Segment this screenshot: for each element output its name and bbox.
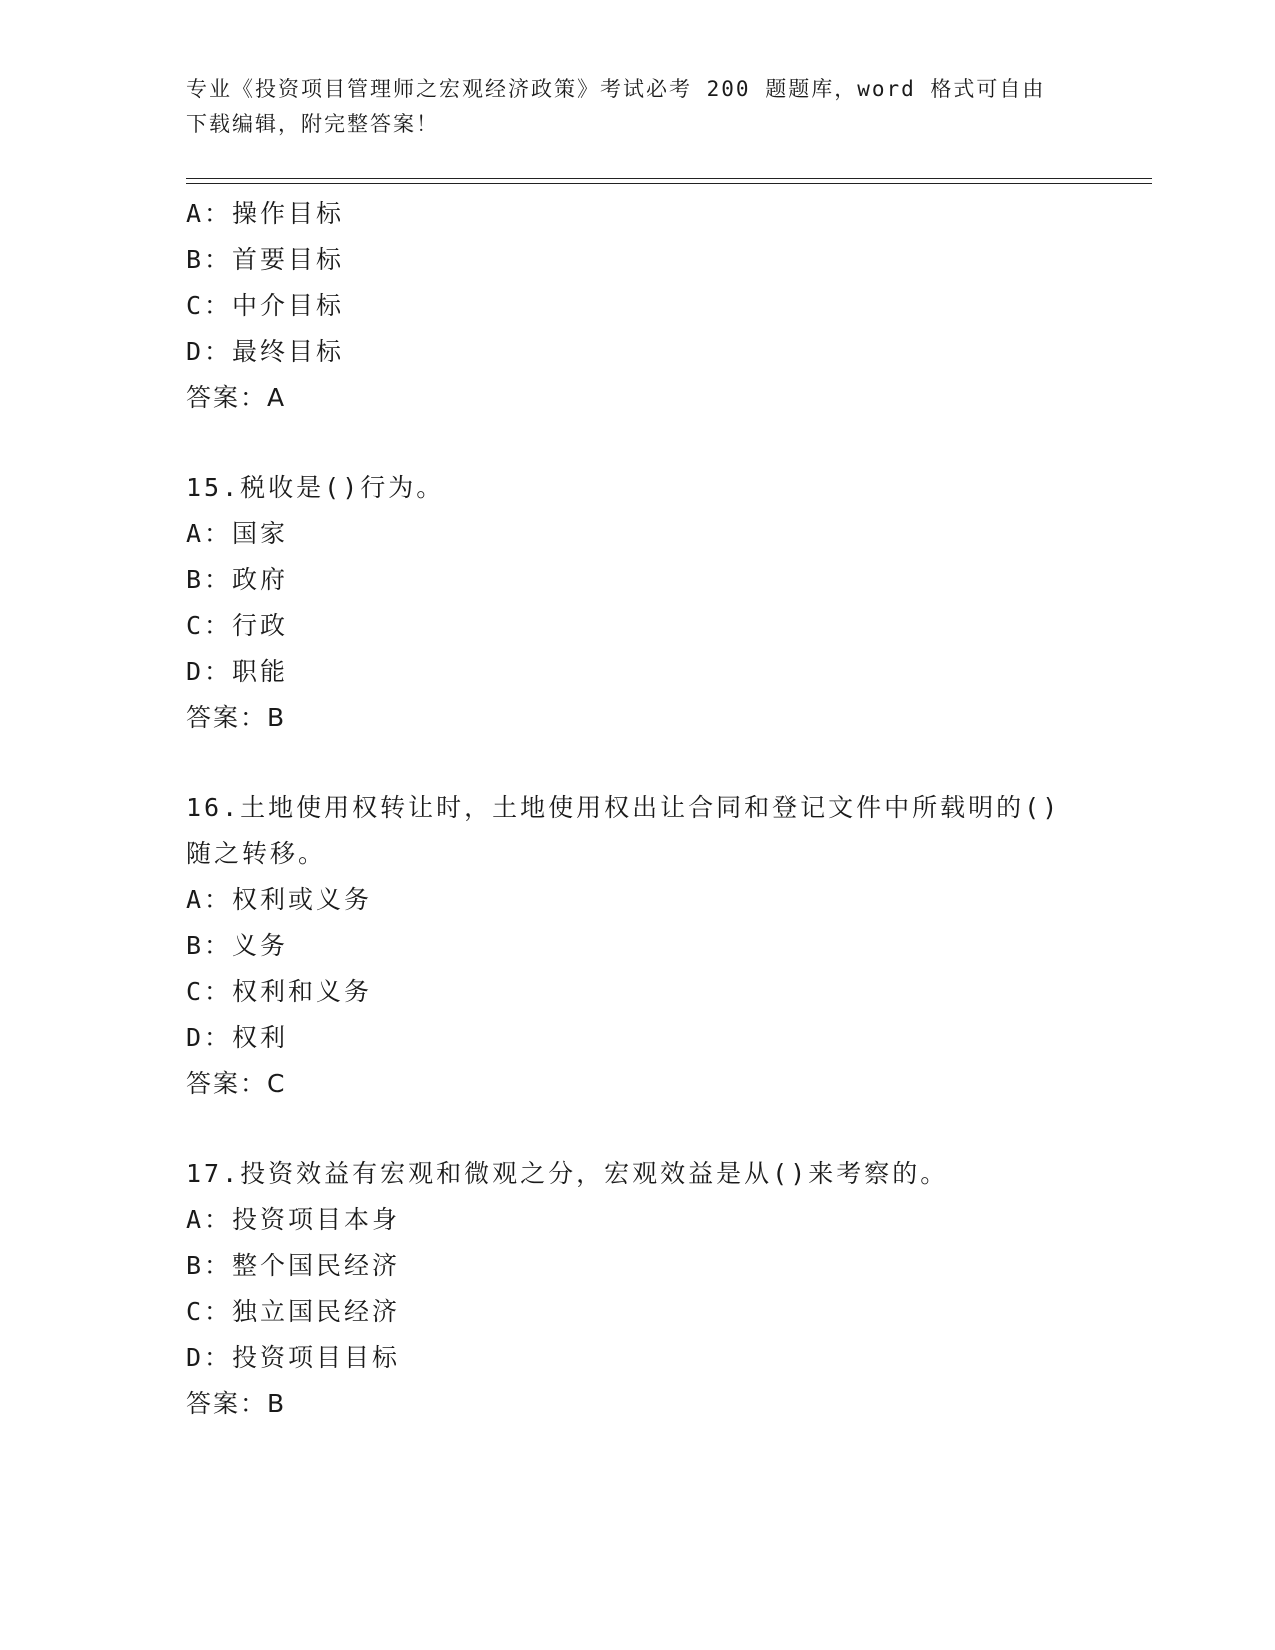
option-d: D：投资项目目标 (186, 1343, 401, 1372)
header-rule-bottom (186, 183, 1152, 184)
question-text: 15.税收是()行为。 (186, 473, 445, 502)
option-a: A：权利或义务 (186, 885, 373, 914)
option-d: D：职能 (186, 657, 289, 686)
answer-line: 答案：A (186, 383, 287, 412)
option-c: C：权利和义务 (186, 977, 373, 1006)
option-a: A：国家 (186, 519, 289, 548)
option-a: A：投资项目本身 (186, 1205, 401, 1234)
option-c: C：行政 (186, 611, 289, 640)
header-rule-top (186, 178, 1152, 179)
option-b: B：义务 (186, 931, 289, 960)
header-line-2: 下载编辑，附完整答案！ (186, 112, 439, 136)
option-b: B：整个国民经济 (186, 1251, 401, 1280)
question-gap (186, 421, 1086, 465)
question-list (186, 191, 1086, 1427)
question-14 (186, 191, 1086, 421)
option-b: B：政府 (186, 565, 289, 594)
option-b: B：首要目标 (186, 245, 345, 274)
question-15 (186, 465, 1086, 741)
question-gap (186, 1107, 1086, 1151)
option-a: A：操作目标 (186, 199, 345, 228)
answer-line: 答案：B (186, 703, 287, 732)
question-text-line-1: 16.土地使用权转让时，土地使用权出让合同和登记文件中所载明的() (186, 793, 1061, 822)
document-header (186, 72, 1066, 142)
header-line-1: 专业《投资项目管理师之宏观经济政策》考试必考 200 题题库，word 格式可自由 (186, 77, 1046, 101)
option-d: D：最终目标 (186, 337, 345, 366)
question-16 (186, 785, 1086, 1107)
question-text: 17.投资效益有宏观和微观之分，宏观效益是从()来考察的。 (186, 1159, 949, 1188)
option-c: C：独立国民经济 (186, 1297, 401, 1326)
answer-line: 答案：B (186, 1389, 287, 1418)
question-gap (186, 741, 1086, 785)
question-text-line-2: 随之转移。 (186, 839, 327, 868)
question-17 (186, 1151, 1086, 1427)
answer-line: 答案：C (186, 1069, 287, 1098)
option-c: C：中介目标 (186, 291, 345, 320)
option-d: D：权利 (186, 1023, 289, 1052)
